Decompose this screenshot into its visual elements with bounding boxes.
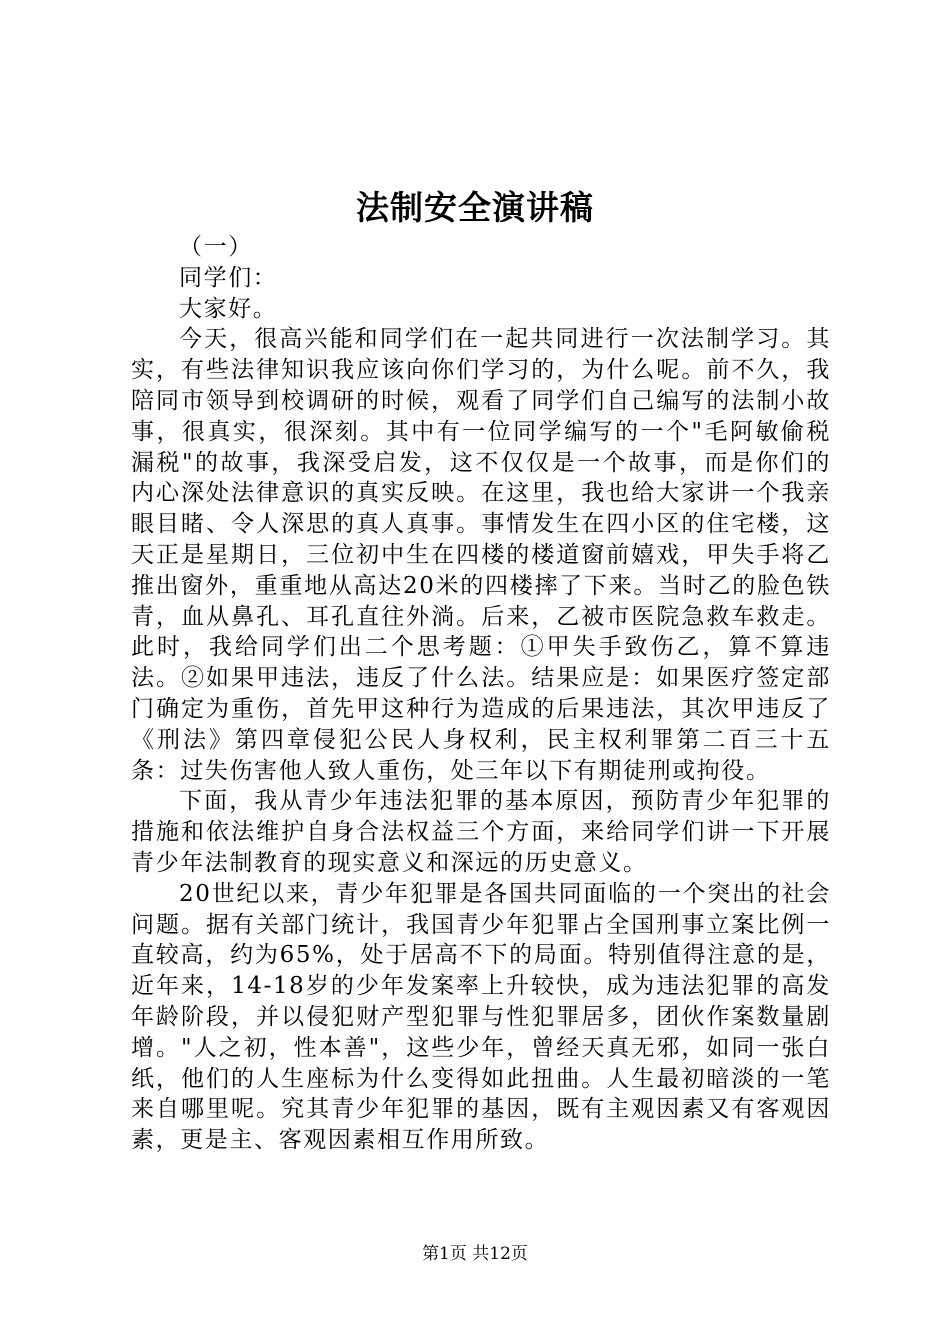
document-body xyxy=(131,232,831,1156)
document-title: 法制安全演讲稿 xyxy=(356,188,594,227)
paragraph-salutation: 同学们： xyxy=(179,264,278,291)
paragraph-greeting: 大家好。 xyxy=(179,295,278,322)
paragraph-story: 今天，很高兴能和同学们在一起共同进行一次法制学习。其实，有些法律知识我应该向你们学习的，为什么呢。前不久，我陪同市领导到校调研的时候，观看了同学们自己编写的法制小故事，很真实，很深刻。其中有一位同学编写的一个"毛阿敏偷税漏税"的故事，我深受启发，这不仅仅是一个故事，而是你们的内心深处法律意识的真实反映。在这里，我也给大家讲一个我亲眼目睹、令人深思的真人真事。事情发生在四小区的住宅楼，这天正是星期日，三位初中生在四楼的楼道窗前嬉戏，甲失手将乙推出窗外，重重地从高达20米的四楼摔了下来。当时乙的脸色铁青，血从鼻孔、耳孔直往外淌。后来，乙被市医院急救车救走。此时，我给同学们出二个思考题：①甲失手致伤乙，算不算违法。②如果甲违法，违反了什么法。结果应是：如果医疗签定部门确定为重伤，首先甲这种行为造成的后果违法，其次甲违反了《刑法》第四章侵犯公民人身权利，民主权利罪第二百三十五条：过失伤害他人致人重伤，处三年以下有期徒刑或拘役。 xyxy=(131,326,831,784)
page-footer: 第1页 共12页 xyxy=(422,1244,528,1264)
paragraph-outline: 下面，我从青少年违法犯罪的基本原因，预防青少年犯罪的措施和依法维护自身合法权益三个方面，来给同学们讲一下开展青少年法制教育的现实意义和深远的历史意义。 xyxy=(131,788,831,876)
paragraph-statistics: 20世纪以来，青少年犯罪是各国共同面临的一个突出的社会问题。据有关部门统计，我国青少年犯罪占全国刑事立案比例一直较高，约为65%，处于居高不下的局面。特别值得注意的是，近年来，14-18岁的少年发案率上升较快，成为违法犯罪的高发年龄阶段，并以侵犯财产型犯罪与性犯罪居多，团伙作案数量剧增。"人之初，性本善"，这些少年，曾经天真无邪，如同一张白纸，他们的人生座标为什么变得如此扭曲。人生最初暗淡的一笔来自哪里呢。究其青少年犯罪的基因，既有主观因素又有客观因素，更是主、客观因素相互作用所致。 xyxy=(131,880,831,1154)
paragraph-section-number: （一） xyxy=(179,234,253,260)
